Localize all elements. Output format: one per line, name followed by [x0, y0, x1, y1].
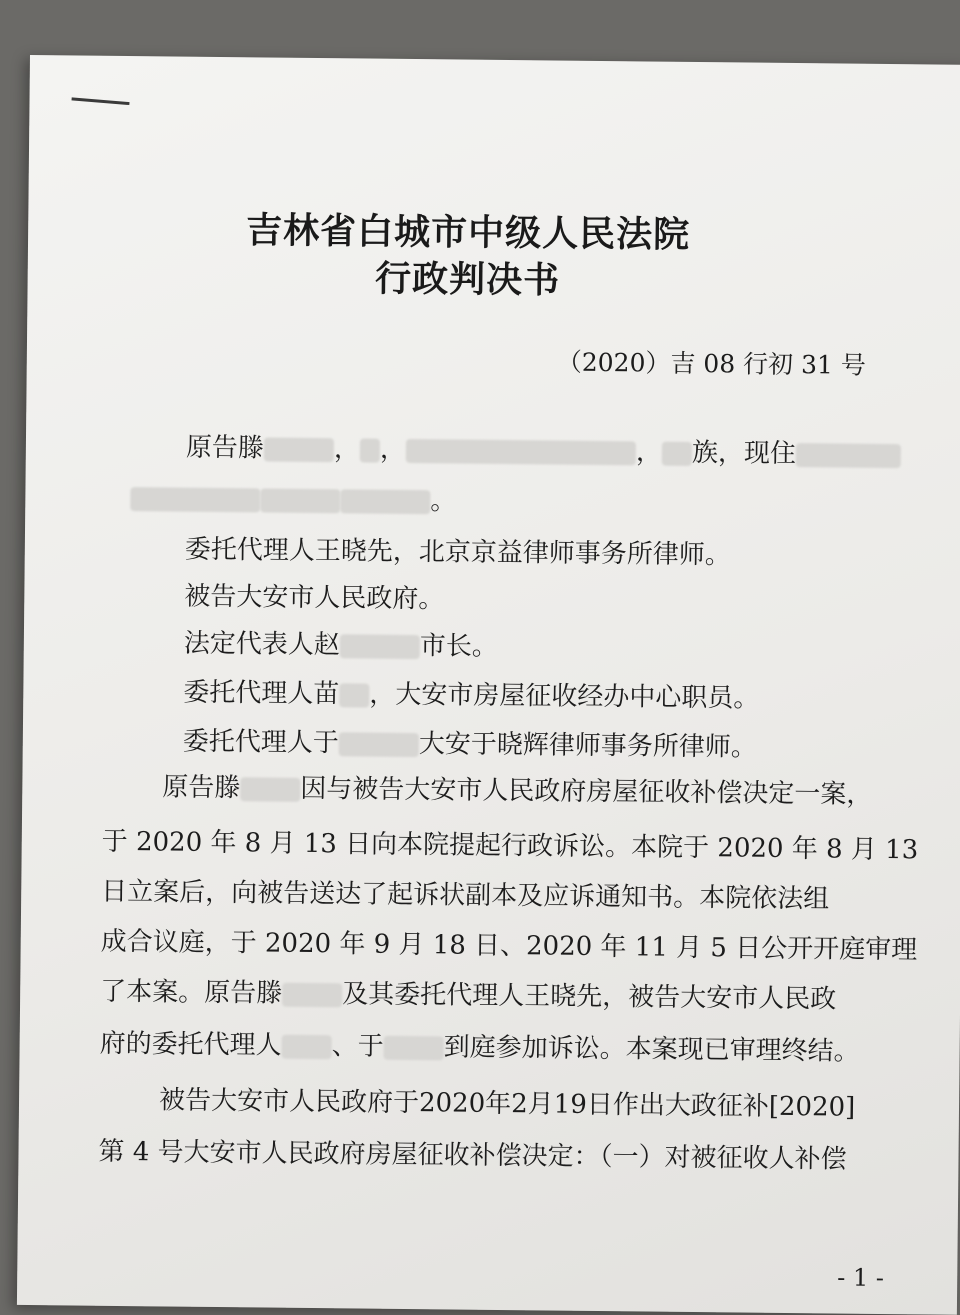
pen-mark: [71, 97, 129, 105]
page-number: - 1 -: [837, 1263, 885, 1293]
line-text: 委托代理人苗: [183, 677, 340, 710]
line-text: 原告滕: [185, 432, 265, 464]
party-line: [183, 677, 759, 715]
body-line: [100, 976, 836, 1016]
party-line: [130, 482, 456, 517]
redacted-block: [282, 1035, 332, 1060]
line-text: ，: [379, 434, 407, 465]
redacted-block: [339, 732, 419, 757]
line-text: 市长。: [419, 631, 499, 662]
line-text: 、于: [331, 1031, 384, 1062]
line-text: 被告大安市人民政府于2020年2月19日作出大政征补[2020]: [158, 1085, 856, 1123]
redacted-block: [340, 634, 420, 659]
body-line: [99, 1028, 859, 1068]
line-text: 于 2020 年 8 月 13 日向本院提起行政诉讼。本院于 2020 年 8 月 13: [101, 826, 919, 866]
party-line: [184, 628, 498, 663]
redacted-block: [340, 489, 430, 514]
line-text: 成合议庭，于 2020 年 9 月 18 日、2020 年 11 月 5 日公开开庭审理: [100, 926, 918, 966]
redacted-block: [384, 1036, 444, 1061]
line-text: 日立案后，向被告送达了起诉状副本及应诉通知书。本院依法组: [101, 876, 830, 915]
body-line: [159, 1084, 856, 1123]
redacted-block: [130, 487, 260, 512]
party-line: [185, 534, 731, 572]
line-text: 到庭参加诉讼。本案现已审理终结。: [443, 1032, 860, 1067]
court-name: 吉林省白城市中级人民法院: [245, 209, 691, 256]
line-text: 族，现住: [691, 437, 797, 470]
body-line: [162, 771, 872, 810]
line-text: 委托代理人王晓先，北京京益律师事务所律师。: [184, 534, 731, 571]
line-text: 府的委托代理人: [99, 1028, 282, 1061]
party-line: [186, 432, 901, 471]
line-text: 第 4 号大安市人民政府房屋征收补偿决定：（一）对被征收人补偿: [98, 1136, 847, 1175]
redacted-block: [282, 983, 342, 1008]
party-line: [184, 581, 444, 616]
line-text: 及其委托代理人王晓先，被告大安市人民政: [342, 979, 837, 1015]
line-text: 了本案。原告滕: [100, 976, 283, 1009]
document-type: 行政判决书: [374, 257, 561, 302]
body-line: [98, 1136, 846, 1176]
line-text: 被告大安市人民政府。: [184, 581, 445, 615]
line-text: 法定代表人赵: [183, 628, 341, 661]
line-text: 原告滕: [162, 772, 241, 804]
redacted-block: [260, 488, 340, 513]
redacted-block: [264, 437, 334, 462]
line-text: ，: [333, 434, 361, 465]
line-text: 大安于晓辉律师事务所律师。: [418, 729, 757, 763]
party-line: [183, 726, 757, 764]
line-text: 委托代理人于: [182, 726, 339, 759]
redacted-block: [240, 777, 300, 802]
document-page: [17, 55, 960, 1315]
redacted-block: [662, 442, 692, 466]
redacted-block: [339, 683, 369, 707]
case-number: （2020）吉 08 行初 31 号: [556, 347, 866, 380]
redacted-block: [406, 439, 636, 465]
body-line: [101, 926, 918, 967]
redacted-block: [360, 438, 380, 462]
body-line: [102, 826, 919, 867]
body-line: [101, 876, 829, 916]
line-text: 。: [430, 486, 457, 517]
line-text: ，大安市房屋征收经办中心职员。: [369, 679, 760, 714]
redacted-block: [796, 443, 901, 468]
line-text: 因与被告大安市人民政府房屋征收补偿决定一案，: [300, 773, 873, 810]
line-text: ，: [635, 437, 663, 468]
